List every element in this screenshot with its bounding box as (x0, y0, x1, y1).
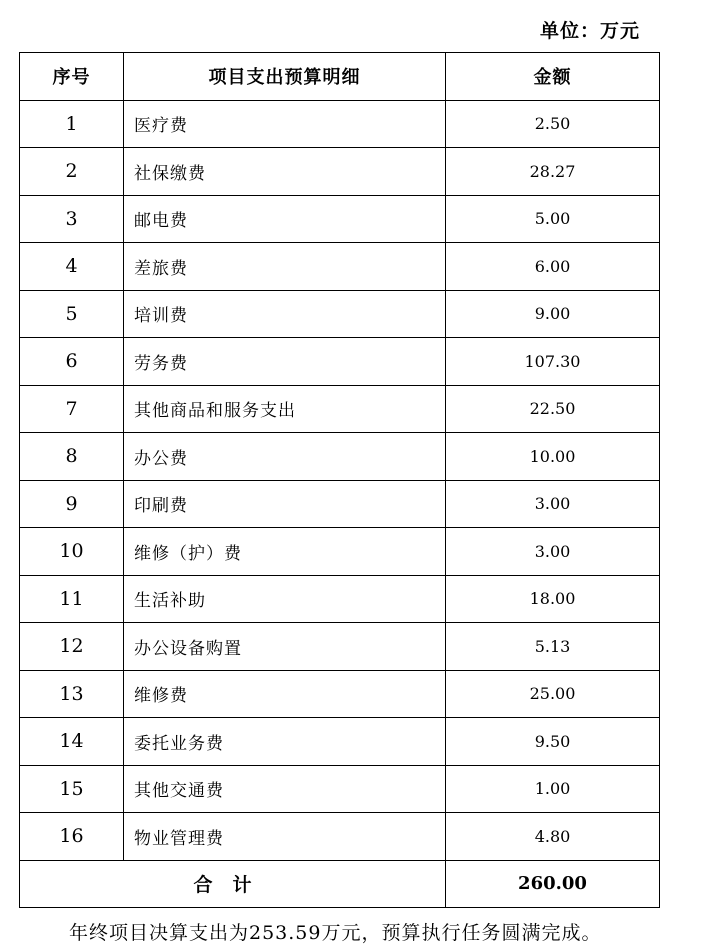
row-no: 15 (20, 765, 124, 813)
row-amount: 1.00 (446, 765, 660, 813)
row-amount: 2.50 (446, 100, 660, 148)
table-row (20, 100, 660, 148)
row-amount: 4.80 (446, 813, 660, 861)
row-amount: 107.30 (446, 338, 660, 386)
row-no: 13 (20, 670, 124, 718)
row-amount: 3.00 (446, 480, 660, 528)
table-row (20, 148, 660, 196)
row-no: 16 (20, 813, 124, 861)
row-no: 6 (20, 338, 124, 386)
row-no: 9 (20, 480, 124, 528)
row-no: 10 (20, 528, 124, 576)
row-amount: 10.00 (446, 433, 660, 481)
row-no: 7 (20, 385, 124, 433)
row-item: 印刷费 (124, 480, 446, 528)
row-no: 8 (20, 433, 124, 481)
table-row (20, 338, 660, 386)
table-row (20, 528, 660, 576)
table-row (20, 813, 660, 861)
row-amount: 5.00 (446, 195, 660, 243)
row-item: 办公费 (124, 433, 446, 481)
row-amount: 9.00 (446, 290, 660, 338)
header-item: 项目支出预算明细 (124, 53, 446, 101)
row-amount: 9.50 (446, 718, 660, 766)
row-item: 差旅费 (124, 243, 446, 291)
table-row (20, 243, 660, 291)
row-item: 维修费 (124, 670, 446, 718)
row-item: 培训费 (124, 290, 446, 338)
table-row (20, 575, 660, 623)
total-label: 合计 (20, 860, 446, 908)
total-row (20, 860, 660, 908)
table-row (20, 433, 660, 481)
table-row (20, 480, 660, 528)
row-item: 其他交通费 (124, 765, 446, 813)
row-no: 4 (20, 243, 124, 291)
budget-table (19, 52, 660, 908)
row-no: 12 (20, 623, 124, 671)
total-amount: 260.00 (446, 860, 660, 908)
row-item: 其他商品和服务支出 (124, 385, 446, 433)
row-amount: 6.00 (446, 243, 660, 291)
row-no: 2 (20, 148, 124, 196)
table-row (20, 623, 660, 671)
row-amount: 22.50 (446, 385, 660, 433)
row-item: 生活补助 (124, 575, 446, 623)
table-row (20, 670, 660, 718)
unit-label: 单位：万元 (539, 20, 640, 42)
row-item: 维修（护）费 (124, 528, 446, 576)
table-row (20, 765, 660, 813)
row-amount: 28.27 (446, 148, 660, 196)
row-item: 邮电费 (124, 195, 446, 243)
row-item: 医疗费 (124, 100, 446, 148)
table-row (20, 290, 660, 338)
table-row (20, 385, 660, 433)
row-amount: 18.00 (446, 575, 660, 623)
row-item: 委托业务费 (124, 718, 446, 766)
header-no: 序号 (20, 53, 124, 101)
table-row (20, 718, 660, 766)
row-no: 11 (20, 575, 124, 623)
row-item: 社保缴费 (124, 148, 446, 196)
row-item: 劳务费 (124, 338, 446, 386)
row-no: 3 (20, 195, 124, 243)
row-item: 物业管理费 (124, 813, 446, 861)
row-amount: 25.00 (446, 670, 660, 718)
header-amount: 金额 (446, 53, 660, 101)
row-amount: 5.13 (446, 623, 660, 671)
row-amount: 3.00 (446, 528, 660, 576)
table-row (20, 195, 660, 243)
row-no: 1 (20, 100, 124, 148)
table-header-row (20, 53, 660, 101)
table-body (20, 100, 660, 908)
row-no: 14 (20, 718, 124, 766)
footnote: 年终项目决算支出为253.59万元，预算执行任务圆满完成。 (69, 922, 602, 944)
row-item: 办公设备购置 (124, 623, 446, 671)
row-no: 5 (20, 290, 124, 338)
